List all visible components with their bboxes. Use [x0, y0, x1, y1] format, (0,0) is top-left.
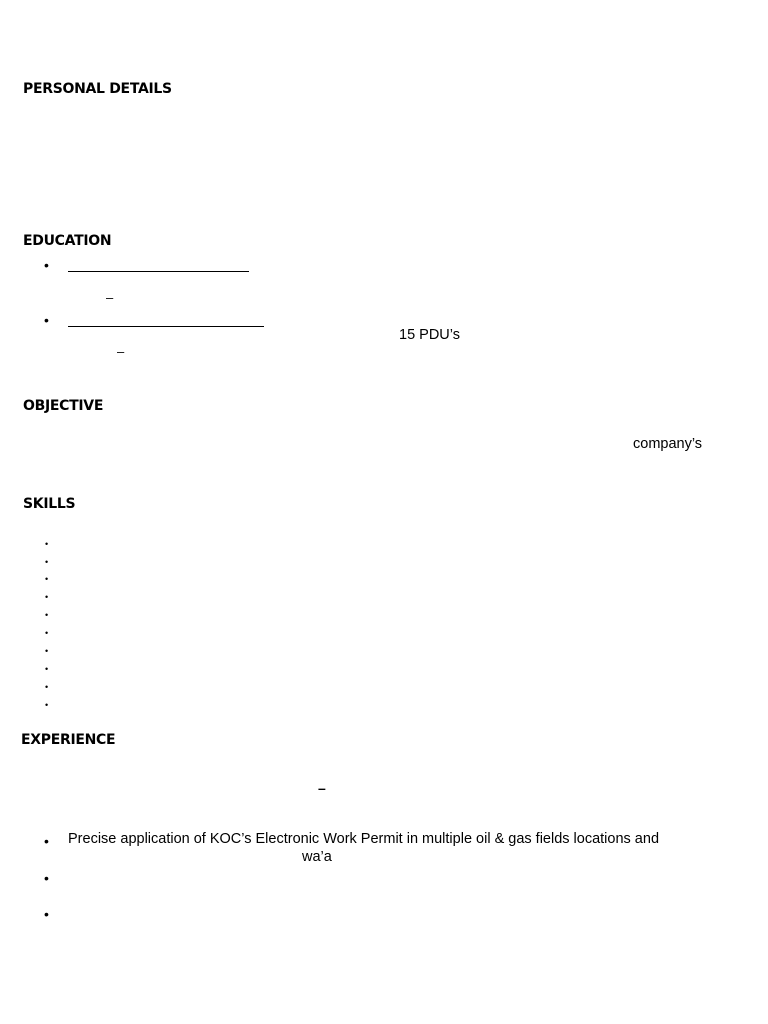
- education-pdus: 15 PDU’s: [399, 327, 460, 343]
- experience-bullet: •: [44, 906, 49, 922]
- experience-heading: EXPERIENCE: [21, 732, 116, 748]
- education-underline: [68, 271, 249, 272]
- skills-bullet: •: [45, 574, 49, 584]
- education-dash: –: [106, 290, 114, 305]
- skills-bullet: •: [45, 682, 49, 692]
- education-dash: –: [117, 344, 125, 359]
- skills-bullet: •: [45, 700, 49, 710]
- skills-heading: SKILLS: [23, 496, 76, 512]
- experience-bullet: •: [44, 870, 49, 886]
- skills-bullet: •: [45, 646, 49, 656]
- skills-bullet: •: [45, 610, 49, 620]
- experience-item-line: wa’a: [302, 849, 332, 865]
- skills-bullet: •: [45, 539, 49, 549]
- objective-text-fragment: company’s: [633, 436, 703, 452]
- experience-bullet: •: [44, 833, 49, 849]
- education-underline: [68, 326, 264, 327]
- education-bullet: •: [44, 312, 49, 328]
- experience-item-line: Precise application of KOC’s Electronic Work Permit in multiple oil & gas fields locations and: [68, 831, 660, 847]
- education-bullet: •: [44, 257, 49, 273]
- skills-bullet: •: [45, 628, 49, 638]
- skills-bullet: •: [45, 664, 49, 674]
- experience-dash: –: [318, 780, 326, 796]
- personal-details-heading: PERSONAL DETAILS: [23, 81, 172, 97]
- skills-bullet: •: [45, 592, 49, 602]
- education-heading: EDUCATION: [23, 233, 112, 249]
- objective-heading: OBJECTIVE: [23, 398, 104, 414]
- skills-bullet: •: [45, 557, 49, 567]
